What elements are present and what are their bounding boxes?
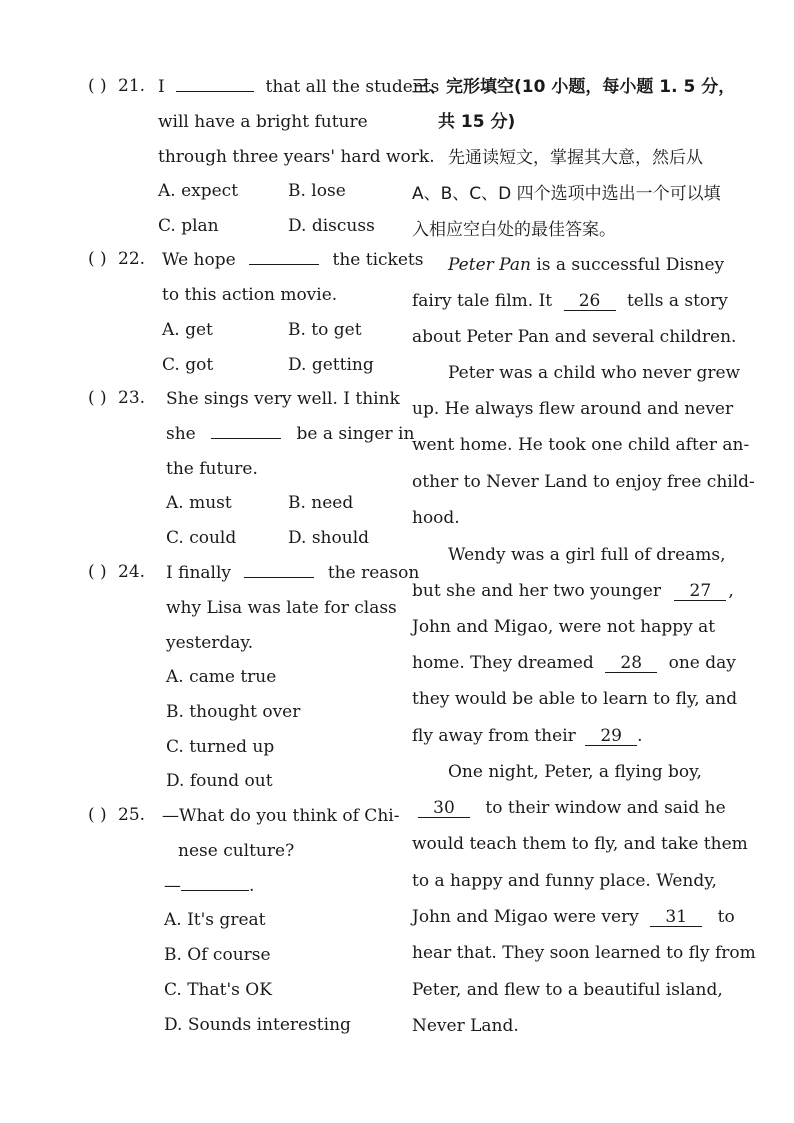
question-line: — . <box>164 876 255 896</box>
instruction-text: 先通读短文，掌握其大意，然后从 <box>448 148 703 168</box>
passage-line: to a happy and funny place. Wendy, <box>412 871 717 891</box>
passage-line: home. They dreamed 28 one day <box>412 653 736 673</box>
question-number: 25. <box>118 805 146 825</box>
cloze-blank-28[interactable]: 28 <box>605 654 657 673</box>
option-b: B. need <box>288 493 354 513</box>
option-b: B. Of course <box>164 945 271 965</box>
option-d: D. Sounds interesting <box>164 1015 351 1035</box>
cloze-blank-30[interactable]: 30 <box>418 799 470 818</box>
question-line: yesterday. <box>166 633 254 653</box>
option-b: B. lose <box>288 181 346 201</box>
section-heading-cont: 共 15 分) <box>438 112 516 132</box>
option-a: A. must <box>166 493 232 513</box>
option-b: B. to get <box>288 320 362 340</box>
answer-blank[interactable] <box>211 424 281 439</box>
passage-line: hear that. They soon learned to fly from <box>412 943 756 963</box>
question-number: 24. <box>118 562 146 582</box>
option-c: C. That's OK <box>164 980 272 1000</box>
option-c: C. got <box>162 355 214 375</box>
option-c: C. turned up <box>166 737 275 757</box>
option-d: D. discuss <box>288 216 375 236</box>
passage-line: Never Land. <box>412 1016 519 1036</box>
passage-line: hood. <box>412 508 460 528</box>
question-line: nese culture? <box>178 841 295 861</box>
answer-blank[interactable] <box>176 77 254 92</box>
film-title: Peter Pan <box>448 255 531 275</box>
answer-paren[interactable]: ( ) <box>88 805 107 825</box>
passage-line: fly away from their 29 . <box>412 726 643 746</box>
question-line: through three years' hard work. <box>158 147 435 167</box>
question-line: —What do you think of Chi- <box>162 806 400 826</box>
cloze-blank-26[interactable]: 26 <box>564 292 616 311</box>
passage-line: Peter Pan is a successful Disney <box>448 255 725 275</box>
passage-line: fairy tale film. It 26 tells a story <box>412 291 728 311</box>
passage-line: up. He always flew around and never <box>412 399 734 419</box>
question-number: 21. <box>118 76 146 96</box>
question-line: She sings very well. I think <box>166 389 400 409</box>
question-line: will have a bright future <box>158 112 368 132</box>
answer-blank[interactable] <box>244 563 314 578</box>
passage-line: would teach them to fly, and take them <box>412 834 748 854</box>
option-c: C. plan <box>158 216 219 236</box>
question-line: I that all the students <box>158 77 440 97</box>
answer-paren[interactable]: ( ) <box>88 562 107 582</box>
option-a: A. came true <box>166 667 277 687</box>
passage-line: John and Migao, were not happy at <box>412 617 716 637</box>
passage-line: John and Migao were very 31 to <box>412 907 735 927</box>
instruction-text: A、B、C、D 四个选项中选出一个可以填 <box>412 184 721 204</box>
cloze-blank-31[interactable]: 31 <box>650 908 702 927</box>
passage-line: they would be able to learn to fly, and <box>412 689 738 709</box>
passage-line: but she and her two younger 27 , <box>412 581 734 601</box>
answer-paren[interactable]: ( ) <box>88 76 107 96</box>
answer-blank[interactable] <box>249 250 319 265</box>
option-a: A. expect <box>158 181 239 201</box>
option-c: C. could <box>166 528 237 548</box>
answer-paren[interactable]: ( ) <box>88 388 107 408</box>
question-line: why Lisa was late for class <box>166 598 397 618</box>
option-d: D. should <box>288 528 370 548</box>
section-heading: 三、完形填空(10 小题，每小题 1. 5 分， <box>412 77 736 97</box>
option-a: A. get <box>162 320 213 340</box>
question-number: 22. <box>118 249 146 269</box>
question-line: she be a singer in <box>166 424 415 444</box>
option-b: B. thought over <box>166 702 301 722</box>
passage-line: Peter was a child who never grew <box>448 363 741 383</box>
answer-blank[interactable] <box>181 876 249 891</box>
question-line: We hope the tickets <box>162 250 424 270</box>
passage-line: other to Never Land to enjoy free child- <box>412 472 755 492</box>
passage-line: went home. He took one child after an- <box>412 435 750 455</box>
instruction-text: 入相应空白处的最佳答案。 <box>412 220 616 240</box>
option-d: D. getting <box>288 355 374 375</box>
answer-paren[interactable]: ( ) <box>88 249 107 269</box>
option-a: A. It's great <box>164 910 266 930</box>
cloze-blank-27[interactable]: 27 <box>674 582 726 601</box>
cloze-blank-29[interactable]: 29 <box>585 727 637 746</box>
passage-line: Wendy was a girl full of dreams, <box>448 545 726 565</box>
question-number: 23. <box>118 388 146 408</box>
passage-line: Peter, and flew to a beautiful island, <box>412 980 723 1000</box>
question-line: I finally the reason <box>166 563 420 583</box>
passage-line: One night, Peter, a flying boy, <box>448 762 702 782</box>
passage-line: about Peter Pan and several children. <box>412 327 737 347</box>
question-line: to this action movie. <box>162 285 338 305</box>
passage-line: 30 to their window and said he <box>412 797 726 819</box>
question-line: the future. <box>166 459 258 479</box>
option-d: D. found out <box>166 771 273 791</box>
